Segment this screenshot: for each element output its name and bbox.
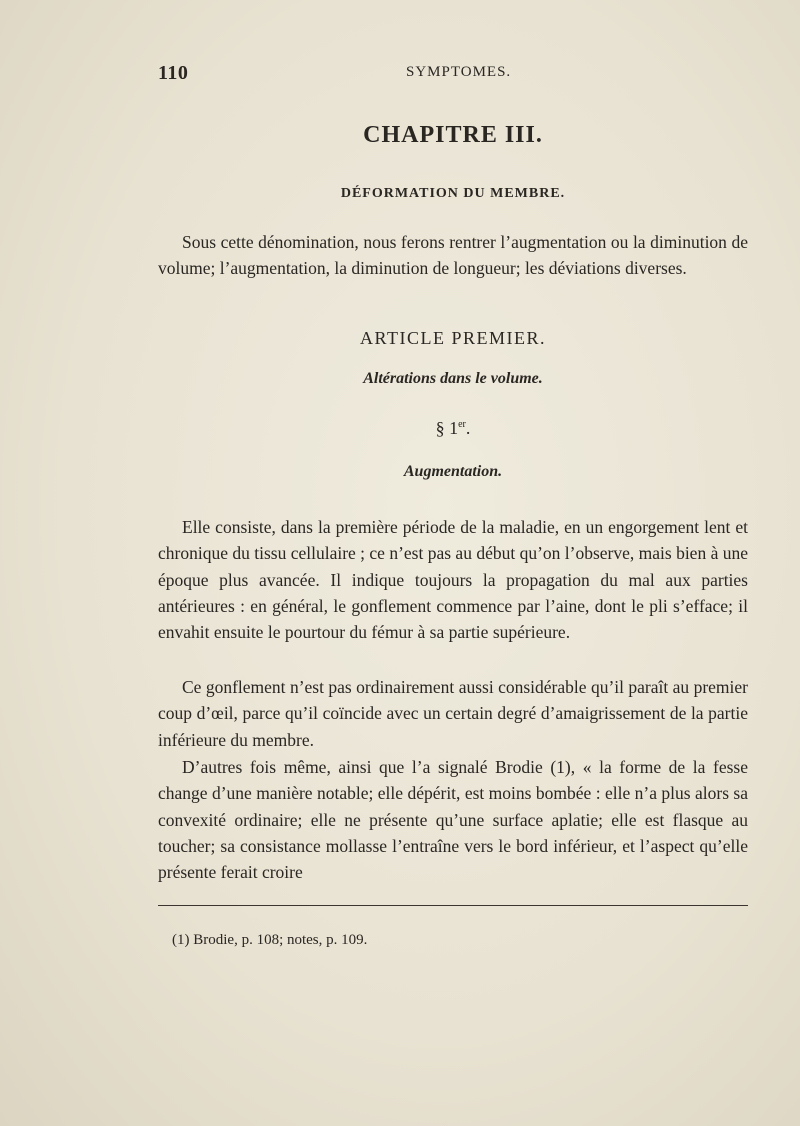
body-paragraph: Ce gonflement n’est pas ordinairement aussi considérable qu’il paraît au premier coup d’œil, parce qu’il coïncide avec un certain degré d’amaigrissement de la partie inférieure du membre. <box>158 677 748 750</box>
section-number-sup: er <box>458 419 466 430</box>
chapter-title: CHAPITRE III. <box>363 122 543 148</box>
body-paragraph: Elle consiste, dans la première période de la maladie, en un engorgement lent et chronique du tissu cellulaire ; ce n’est pas au début qu’on l’observe, mais bien à une époque plus avancée. Il indique toujours la propagation du mal aux parties antérieures : en général, le gonflement commence par l’aine, dont le pli s’efface; il envahit ensuite le pourtour du fémur à sa partie supérieure. <box>158 517 748 643</box>
section-number-prefix: § 1 <box>435 418 459 438</box>
section-number-suffix: . <box>465 418 471 438</box>
body-paragraph: D’autres fois même, ainsi que l’a signalé Brodie (1), « la forme de la fesse change d’une manière notable; elle dépérit, est moins bombée : elle n’a plus alors sa convexité ordinaire; elle ne présente qu’une surface aplatie; elle est flasque au toucher; sa consistance mollasse l’entraîne vers le bord inférieur, et l’aspect qu’elle présente ferait croire <box>158 757 748 883</box>
page-number: 110 <box>158 62 189 84</box>
footnote-rule <box>158 905 748 906</box>
chapter-subtitle: DÉFORMATION DU MEMBRE. <box>340 186 566 201</box>
intro-paragraph: Sous cette dénomination, nous ferons rentrer l’augmentation ou la diminution de volume; l’augmentation, la diminution de longueur; les déviations diverses. <box>158 232 748 279</box>
running-head <box>158 62 748 86</box>
article-title: ARTICLE PREMIER. <box>360 328 546 348</box>
footnote: (1) Brodie, p. 108; notes, p. 109. <box>172 932 368 948</box>
section-title: Augmentation. <box>403 463 503 480</box>
section-number <box>158 418 748 439</box>
running-title: SYMPTOMES. <box>406 64 512 80</box>
article-subtitle: Altérations dans le volume. <box>363 370 543 387</box>
